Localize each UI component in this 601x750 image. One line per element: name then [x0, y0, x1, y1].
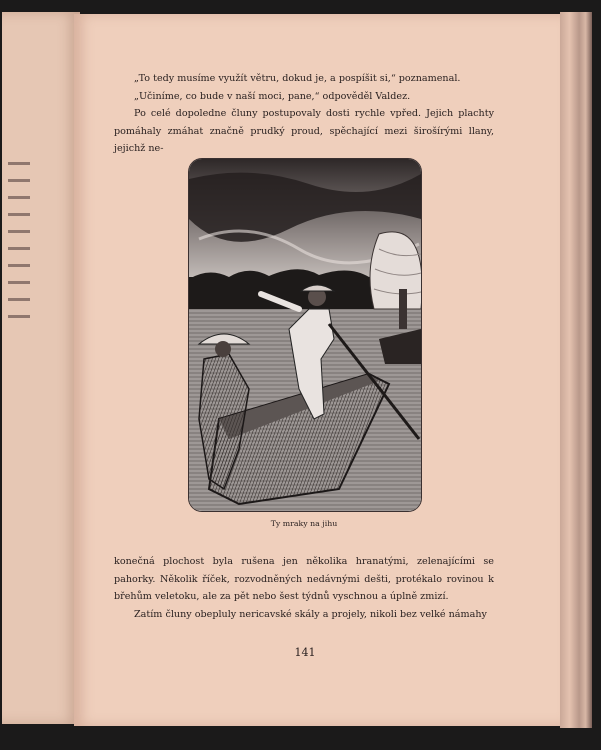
paragraph: Zatím čluny obepluly nericavské skály a projely, nikoli bez velké námahy [134, 608, 487, 620]
illustration-caption: Ty mraky na jihu [270, 519, 338, 528]
paragraph: Po celé dopoledne čluny postupovaly dosti rychle vpřed. Jejich plachty pomáhaly zmáhat značně prudký proud, spěchající mezi širošírými llany, jejichž ne- [114, 108, 494, 154]
text-block-bottom [114, 553, 494, 623]
boat-scene-engraving [189, 159, 421, 511]
page-number: 141 [294, 646, 316, 659]
previous-page [2, 12, 80, 724]
engraving-illustration [188, 158, 422, 512]
text-block-top [114, 70, 494, 158]
paragraph: konečná plochost byla rušena jen několika hranatými, zelenajícími se pahorky. Několik říček, rozvodněných nedávnými dešti, protékalo rovinou k břehům veletoku, ale za pět nebo šest týdnů vyschnou a úplně zmizí. [114, 556, 494, 602]
page-stack-edges [560, 12, 592, 728]
paragraph-line: „To tedy musíme využít větru, dokud je, a pospíšit si,“ poznamenal. [134, 73, 461, 84]
previous-page-text-fragments [8, 162, 30, 332]
paragraph-line: „Učiníme, co bude v naší moci, pane,“ odpověděl Valdez. [134, 90, 411, 102]
